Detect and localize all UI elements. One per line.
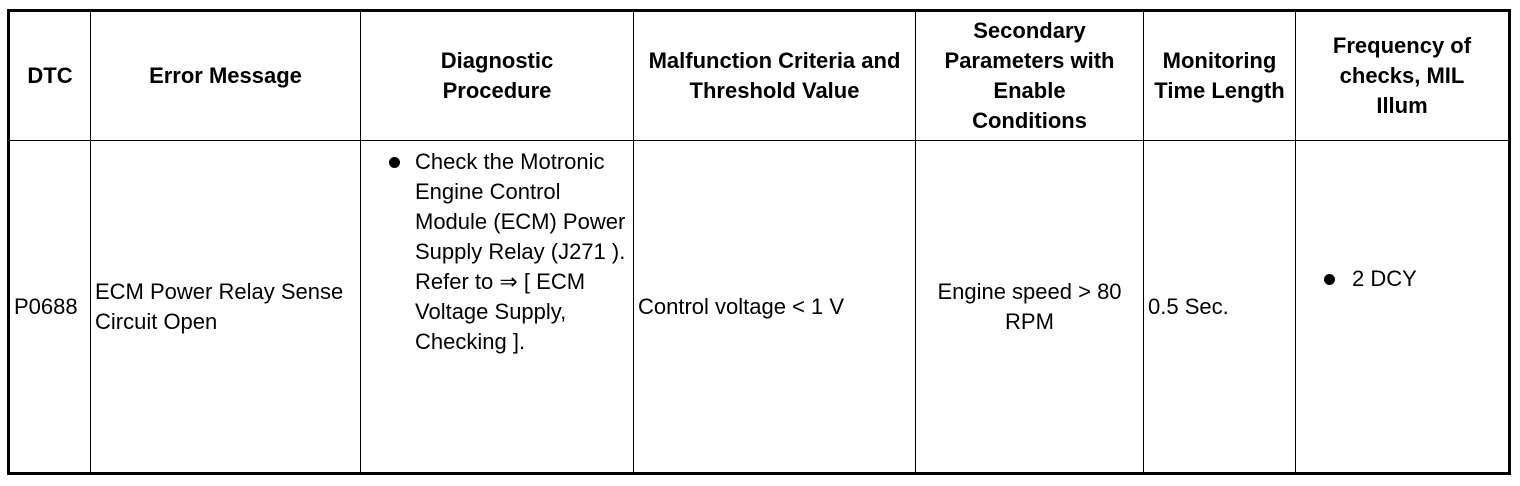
frequency-item — [1300, 264, 1504, 294]
cell-diagnostic-procedure — [361, 141, 634, 474]
cell-secondary-parameters: Engine speed > 80 RPM — [916, 141, 1144, 474]
frequency-text: 2 DCY — [1352, 266, 1417, 291]
header-monitoring-time: Monitoring Time Length — [1144, 11, 1296, 141]
cell-frequency — [1296, 141, 1510, 474]
header-dtc: DTC — [9, 11, 91, 141]
procedure-text: Check the Motronic Engine Control Module (ECM) Power Supply Relay (J271 ). Refer to ⇒ [ ECM Voltage Supply, Checking ]. — [415, 149, 626, 354]
header-secondary-parameters-text: Secondary Parameters with Enable Conditions — [944, 18, 1115, 133]
cell-dtc: P0688 — [9, 141, 91, 474]
header-error-message: Error Message — [91, 11, 361, 141]
bullet-icon — [1324, 274, 1335, 285]
cell-monitoring-time: 0.5 Sec. — [1144, 141, 1296, 474]
header-frequency-text: Frequency of checks, MIL Illum — [1332, 33, 1472, 118]
procedure-list — [365, 147, 629, 357]
cell-error-message: ECM Power Relay Sense Circuit Open — [91, 141, 361, 474]
header-malfunction-criteria: Malfunction Criteria and Threshold Value — [634, 11, 916, 141]
dtc-table — [7, 9, 1511, 475]
header-row — [9, 11, 1510, 141]
header-diagnostic-procedure — [361, 11, 634, 141]
header-frequency — [1296, 11, 1510, 141]
bullet-icon — [389, 157, 400, 168]
table-row — [9, 141, 1510, 474]
header-secondary-parameters — [916, 11, 1144, 141]
frequency-list — [1300, 264, 1504, 294]
cell-malfunction-criteria: Control voltage < 1 V — [634, 141, 916, 474]
header-diagnostic-procedure-text: Diagnostic Procedure — [440, 48, 554, 103]
procedure-item — [365, 147, 629, 357]
